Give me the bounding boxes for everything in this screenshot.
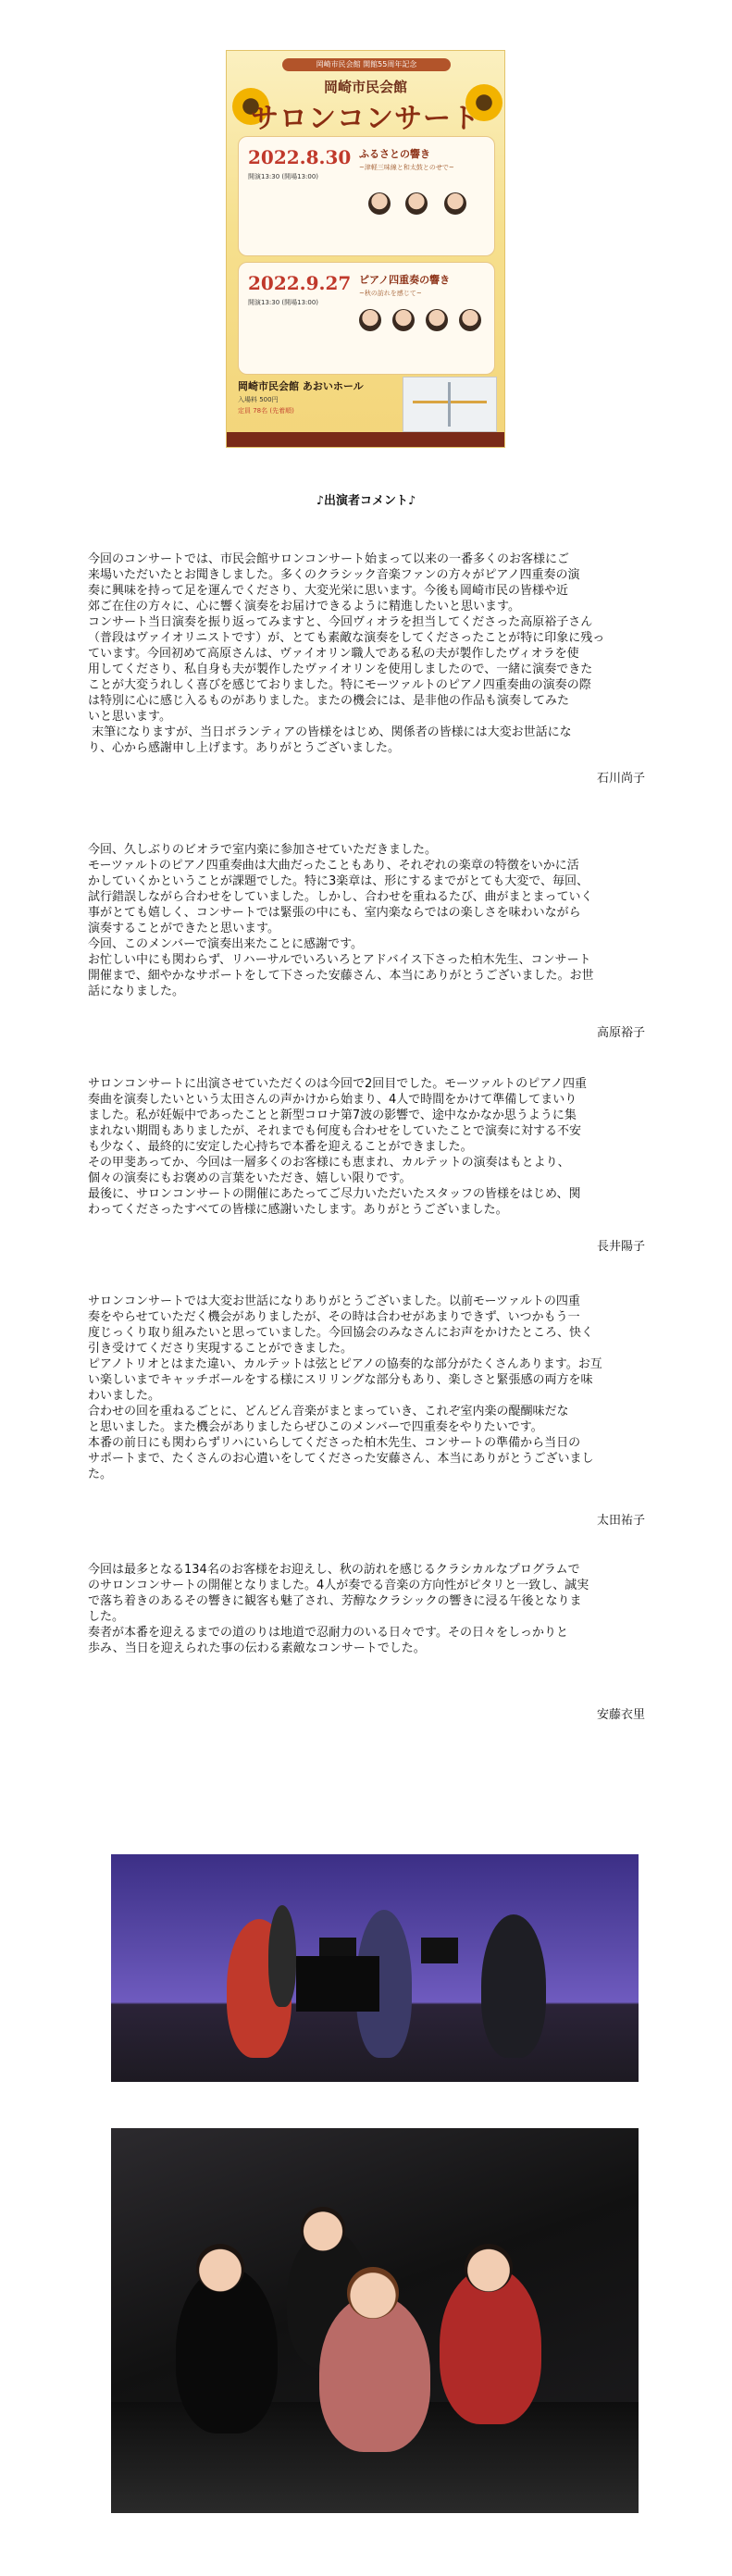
concert-card-2 xyxy=(238,262,495,375)
comment-signature: 安藤衣里 xyxy=(596,1708,645,1722)
comment-text: 今回は最多となる134名のお客様をお迎えし、秋の訪れを感じるクラシカルなプログラムで のサロンコンサートの開催となりました。4人が奏でる音楽の方向性がピタリと一致し、誠実 で落ち着きのあるその響きに観客も魅了され、芳醇なクラシックの響きに浸る午後となりま した。 奏者が本番を迎えるまでの道のりは地道で忍耐力のいる日々です。その日々をしっかりと 歩み、当日を迎えられた事の伝わる素敵なコンサートでした。 xyxy=(88,1563,589,1655)
performer-face xyxy=(301,2207,345,2251)
performer-face xyxy=(465,2244,513,2292)
performer-face xyxy=(347,2267,399,2319)
performer-photo xyxy=(359,309,381,331)
flyer-org: 岡崎市民会館 xyxy=(323,79,407,95)
comment-text: サロンコンサートに出演させていただくのは今回で2回目でした。モーツァルトのピアノ四重 奏曲を演奏したいという太田さんの声かけから始まり、4人で時間をかけて準備してまいり ました。私が妊娠中であったことと新型コロナ第7波の影響で、途中なかなか思うように集 まれない期間もありましたが、それまでも何度も合わせをしていたことで演奏に対する不安 も少なく、最終的に安定した心持ちで本番を迎えることができました。 その甲斐あってか、今回は一層多くのお客様にも恵まれ、カルテットの演奏はもとより、 個々の演奏にもお褒めの言葉をいただき、嬉しい限りです。 最後に、サロンコンサートの開催にあたってご尽力いただいたスタッフの皆様をはじめ、関 わってくださったすべての皆様に感謝いたします。ありがとうございました。 xyxy=(88,1077,588,1217)
concert-card-1 xyxy=(238,136,495,256)
group-portrait-photo xyxy=(111,2128,639,2513)
cellist-figure xyxy=(481,1914,546,2058)
flyer-badge: 岡崎市民会館 開館55周年記念 xyxy=(282,58,451,71)
performer-photo xyxy=(426,309,448,331)
music-stand xyxy=(421,1938,458,1963)
violinist-figure xyxy=(268,1905,296,2007)
performer-comments-heading: ♪出演者コメント♪ xyxy=(316,494,416,508)
performer-photo xyxy=(368,192,391,215)
concert2-subtitle: ピアノ四重奏の響き xyxy=(359,274,451,286)
comment-text: 今回、久しぶりのビオラで室内楽に参加させていただきました。 モーツァルトのピアノ四重奏曲は大曲だったこともあり、それぞれの楽章の特徴をいかに活 かしていくかということが課題でした。特に3楽章は、形にするまでがとても大変で、毎回、 試行錯誤しながら合わせをしていました。しかし、合わせを重ねるたび、曲がまとまっていく 事がとても嬉しく、コンサートでは緊張の中にも、室内楽ならではの楽しさを味わいながら 演奏することができたと思います。 今回、このメンバーで演奏出来たことに感謝です。 お忙しい中にも関わらず、リハーサルでいろいろとアドバイス下さった柏木先生、コンサート 開催まで、細やかなサポートをして下さった安藤さん、本当にありがとうございました。お世 話になりました。 xyxy=(88,843,594,998)
comment-signature: 長井陽子 xyxy=(596,1240,645,1254)
concert1-date: 2022.8.30 xyxy=(248,146,352,168)
comment-signature: 太田祐子 xyxy=(596,1514,645,1528)
concert1-subtitle: ふるさとの響き xyxy=(359,148,430,160)
flyer-footer xyxy=(227,432,504,447)
concert1-subtitle-sub: ~津軽三味線と和太鼓とのせで~ xyxy=(359,164,454,171)
concert1-time: 開演13:30 (開場13:00) xyxy=(248,173,319,180)
concert2-time: 開演13:30 (開場13:00) xyxy=(248,299,319,306)
performer-photo xyxy=(405,192,428,215)
performer-photo xyxy=(392,309,415,331)
concert2-subtitle-sub: ~秋の訪れを感じて~ xyxy=(359,290,422,297)
flyer-capacity: 定員 78名 (先着順) xyxy=(238,407,294,415)
flyer-admission: 入場料 500円 xyxy=(238,396,279,403)
comment-signature: 石川尚子 xyxy=(596,772,645,786)
concert2-date: 2022.9.27 xyxy=(248,272,352,294)
comment-text: 今回のコンサートでは、市民会館サロンコンサート始まって以来の一番多くのお客様にご 来場いただいたとお聞きしました。多くのクラシック音楽ファンの方々がピアノ四重奏の演 奏に興味を持って足を運んでくださり、大変光栄に思います。今後も岡崎市民の皆様や近 郊ご在住の方々に、心に響く演奏をお届けできるように精進したいと思います。 コンサート当日演奏を振り返ってみますと、今回ヴィオラを担当してくださった高原裕子さん （普段はヴァイオリニストです）が、とても素敵な演奏をしてくださったことが特に印象に残っ ています。今回初めて高原さんは、ヴァイオリン職人である私の夫が製作したヴィオラを使 用してくださり、私自身も夫が製作したヴァイオリンを使用しましたので、一緒に演奏できた ことが大変うれしく喜びを感じておりました。特にモーツァルトのピアノ四重奏曲の演奏の際 は特別に心に感じ入るものがありました。またの機会には、是非他の作品も演奏してみた いと思います。 末筆になりますが、当日ボランティアの皆様をはじめ、関係者の皆様には大変お世話にな り、心から感謝申し上げます。ありがとうございました。 xyxy=(88,552,605,755)
piano-shape xyxy=(296,1956,379,2012)
venue-map xyxy=(403,377,497,432)
flyer-title: サロンコンサート xyxy=(251,103,480,135)
performer-face xyxy=(196,2244,244,2292)
concert-flyer-image xyxy=(226,50,505,448)
performer-figure xyxy=(176,2267,278,2434)
flyer-venue: 岡崎市民会館 あおいホール xyxy=(238,380,364,392)
stage-performance-photo xyxy=(111,1854,639,2082)
performer-photo xyxy=(444,192,466,215)
comment-text: サロンコンサートでは大変お世話になりありがとうございました。以前モーツァルトの四重 奏をやらせていただく機会がありましたが、その時は合わせがあまりできず、いつかもう一 度じっくり取り組みたいと思っていました。今回協会のみなさんにお声をかけたところ、快く 引き受けてくださり実現することができました。 ピアノトリオとはまた違い、カルテットは弦とピアノの協奏的な部分がたくさんあります。お互 い楽しいまでキャッチボールをする様にスリリングな部分もあり、楽しさと緊張感の両方を味 わいました。 合わせの回を重ねるごとに、どんどん音楽がまとまっていき、これぞ室内楽の醍醐味だな と思いました。また機会がありましたらぜひこのメンバーで四重奏をやりたいです。 本番の前日にも関わらずリハにいらしてくださった柏木先生、コンサートの準備から当日の サポートまで、たくさんのお心遣いをしてくださった安藤さん、本当にありがとうございまし た。 xyxy=(88,1294,602,1481)
performer-photo xyxy=(459,309,481,331)
comment-signature: 高原裕子 xyxy=(596,1026,645,1040)
